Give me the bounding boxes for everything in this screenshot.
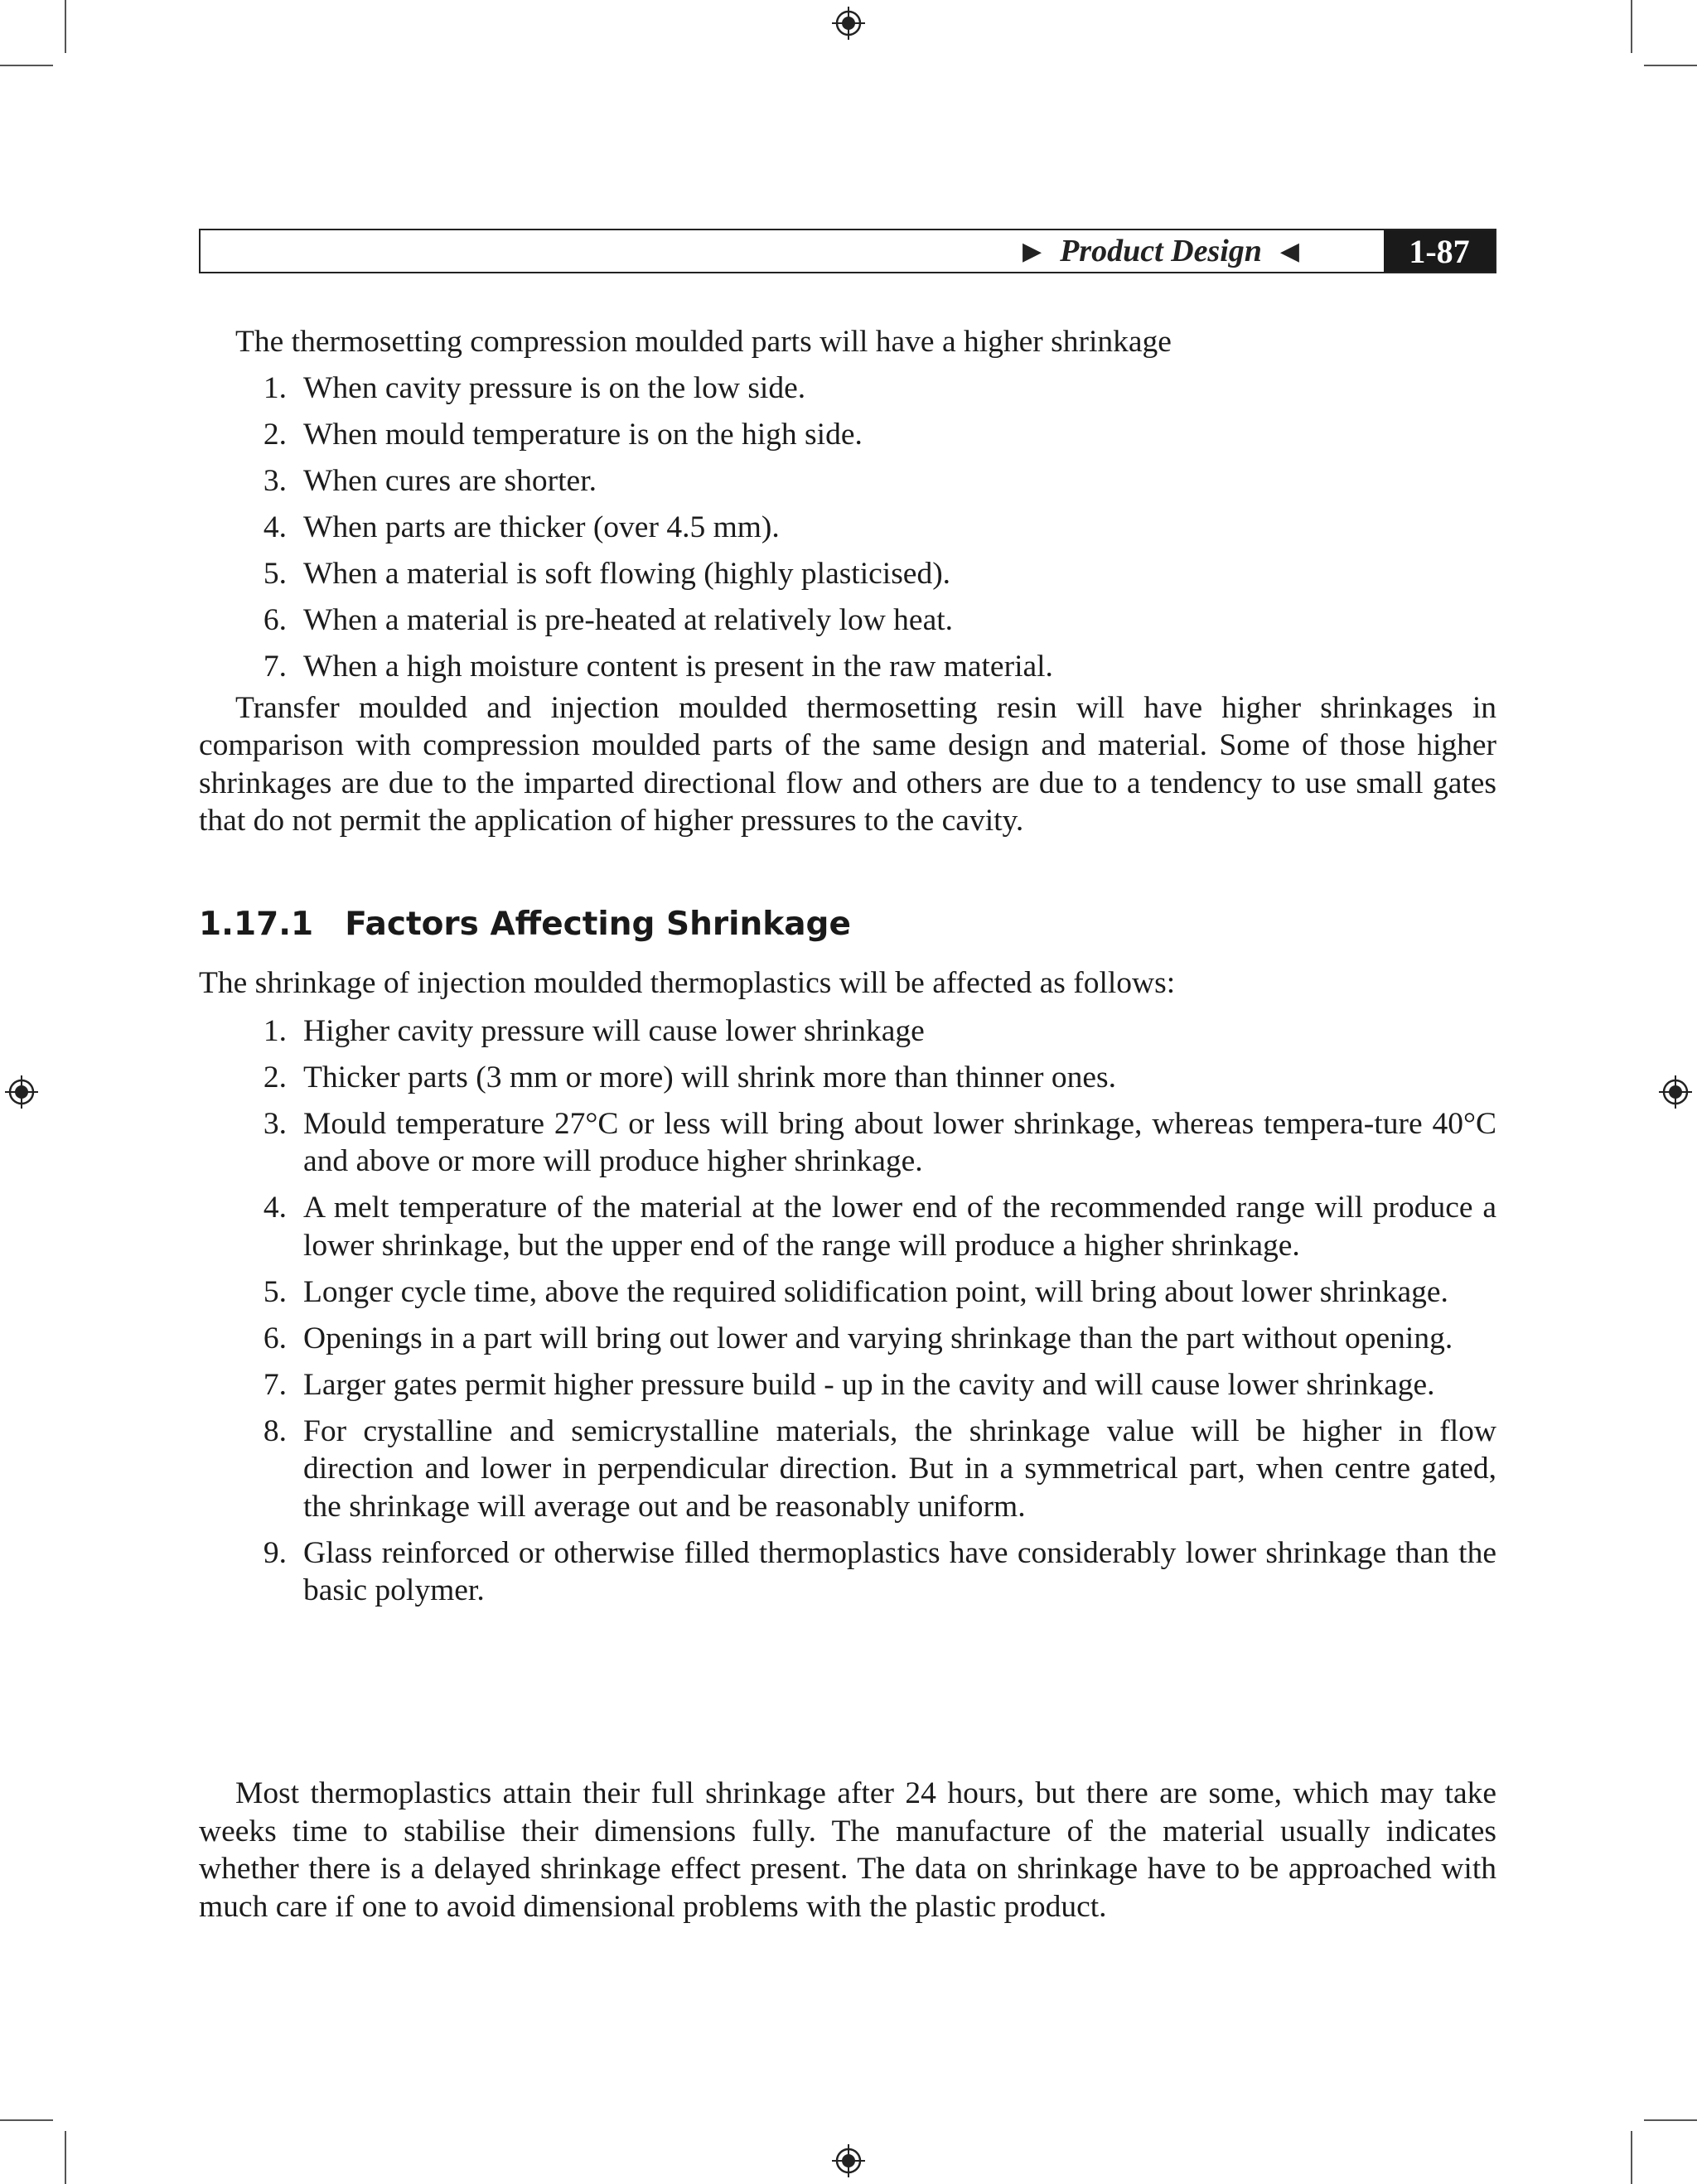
list-item: 1. Higher cavity pressure will cause lower shrinkage (263, 1013, 925, 1048)
list-item: 6. When a material is pre-heated at relatively low heat. (263, 603, 954, 637)
registration-mark-left-icon (5, 1075, 38, 1109)
section-heading (199, 906, 851, 943)
crop-mark-bottom-left-h (0, 2119, 53, 2121)
section-title: Factors Affecting Shrinkage (345, 906, 851, 943)
list-item: 1. When cavity pressure is on the low side. (263, 371, 806, 405)
list-item: 2. When mould temperature is on the high side. (263, 418, 863, 452)
intro-lead: The thermosetting compression moulded parts will have a higher shrinkage (235, 325, 1172, 359)
header-title: Product Design (1060, 234, 1262, 268)
list-item: 7. Larger gates permit higher pressure build - up in the cavity and will cause lower shrinkage. (263, 1367, 1435, 1402)
crop-mark-top-left-v (65, 0, 66, 53)
crop-mark-top-right-v (1631, 0, 1632, 53)
section-body (199, 964, 1496, 1618)
right-triangle-icon: ▶ (1022, 237, 1042, 265)
list-item: 9. Glass reinforced or otherwise filled thermoplastics have considerably lower shrinkage than the basic polymer. (263, 1535, 1496, 1607)
list-item: 4. A melt temperature of the material at the lower end of the recommended range will produce a lower shrinkage, but the upper end of the range will produce a higher shrinkage. (263, 1191, 1496, 1263)
crop-mark-bottom-right-h (1644, 2119, 1697, 2121)
list-item: 2. Thicker parts (3 mm or more) will shrink more than thinner ones. (263, 1060, 1117, 1094)
list-item: 5. When a material is soft flowing (highly plasticised). (263, 557, 951, 591)
header-title-group (1023, 230, 1299, 272)
crop-mark-bottom-left-v (65, 2131, 66, 2184)
intro-block (199, 323, 1496, 840)
registration-mark-right-icon (1659, 1075, 1692, 1109)
closing-block (199, 1775, 1496, 1925)
running-header (199, 229, 1496, 273)
closing-paragraph: Most thermoplastics attain their full shrinkage after 24 hours, but there are some, which may take weeks time to stabilise their dimensions fully. The manufacture of the material usually indicates whether there is a delayed shrinkage effect present. The data on shrinkage have to be approached with much care if one to avoid dimensional problems with the plastic product. (199, 1776, 1496, 1924)
intro-list (199, 370, 1496, 686)
list-item: 8. For crystalline and semicrystalline materials, the shrinkage value will be higher in flow direction and lower in perpendicular direction. But in a symmetrical part, when centre gated, the shrinkage will average out and be reasonably uniform. (263, 1413, 1496, 1524)
list-item: 6. Openings in a part will bring out lower and varying shrinkage than the part without opening. (263, 1321, 1453, 1355)
intro-paragraph: Transfer moulded and injection moulded thermosetting resin will have higher shrinkages in comparison with compression moulded parts of the same design and material. Some of those higher shrinkages are due to the imparted directional flow and others are due to a tendency to use small gates that do not permit the application of higher pressures to the cavity. (199, 690, 1496, 838)
registration-mark-top-icon (832, 7, 865, 40)
list-item: 3. When cures are shorter. (263, 464, 597, 498)
crop-mark-bottom-right-v (1631, 2131, 1632, 2184)
list-item: 7. When a high moisture content is present in the raw material. (263, 650, 1053, 684)
crop-mark-top-left-h (0, 65, 53, 66)
list-item: 4. When parts are thicker (over 4.5 mm). (263, 510, 780, 544)
left-triangle-icon: ◀ (1279, 237, 1299, 265)
section-number: 1.17.1 (199, 906, 314, 943)
section-lead: The shrinkage of injection moulded thermoplastics will be affected as follows: (199, 966, 1176, 1000)
list-item: 5. Longer cycle time, above the required solidification point, will bring about lower shrinkage. (263, 1274, 1448, 1309)
list-item: 3. Mould temperature 27°C or less will bring about lower shrinkage, whereas tempera-ture 40°C and above or more will produce higher shrinkage. (263, 1106, 1496, 1178)
section-list (199, 1012, 1496, 1610)
registration-mark-bottom-icon (832, 2144, 865, 2177)
crop-mark-top-right-h (1644, 65, 1697, 66)
page-number: 1-87 (1384, 230, 1495, 272)
